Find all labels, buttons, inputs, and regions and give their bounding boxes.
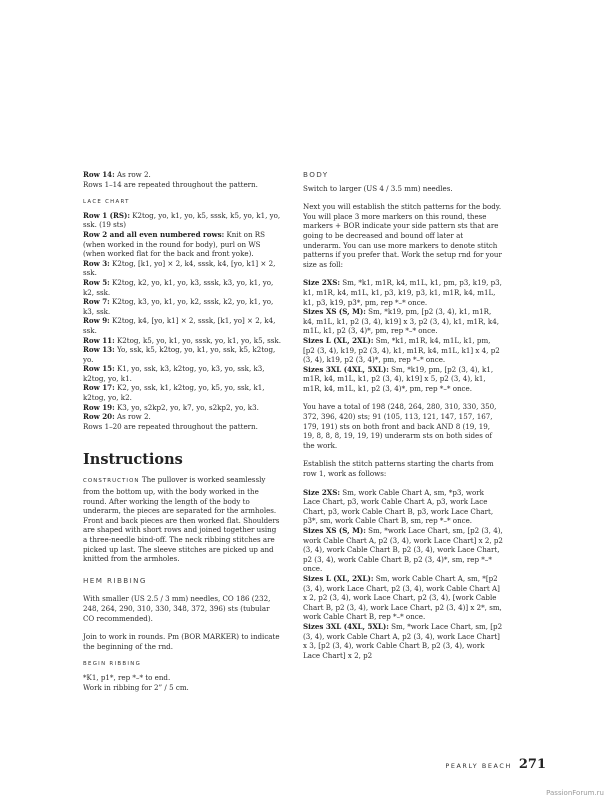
size-label: Size 2XS:	[303, 278, 341, 288]
pattern-row	[83, 345, 281, 364]
size-text: Sm, work Cable Chart A, sm, *[p2 (3, 4), work Lace Chart, p2 (3, 4), work Cable Chart A] x 2, p2 (3, 4), work Lace Chart, p2 (3, 4), [work Cable Chart B, p2 (3, 4), work Lace Chart, p2 (3, 4)] x 2*, sm, work Cable Chart B, rep *–* once.	[303, 573, 502, 622]
size-label: Sizes L (XL, 2XL):	[303, 573, 374, 583]
size-label: Sizes 3XL (4XL, 5XL):	[303, 364, 389, 374]
pattern-row	[83, 383, 281, 402]
pattern-row	[83, 297, 281, 316]
pattern-row	[83, 211, 281, 230]
hem-paragraph: With smaller (US 2.5 / 3 mm) needles, CO 186 (232, 248, 264, 290, 310, 330, 348, 372, 396) sts (tubular CO recommended).	[83, 594, 271, 623]
row-label: Row 1 (RS):	[83, 210, 130, 220]
pattern-row	[83, 336, 281, 346]
pattern-row	[83, 412, 281, 422]
row-label: Row 13:	[83, 345, 115, 355]
row-text: As row 2.	[114, 170, 151, 179]
size-label: Sizes L (XL, 2XL):	[303, 335, 374, 345]
ribbing-line: Work in ribbing for 2” / 5 cm.	[83, 682, 189, 692]
pattern-row	[83, 278, 281, 297]
left-column	[83, 170, 281, 692]
establish-paragraph: Establish the stitch patterns starting the charts from row 1, work as follows:	[303, 459, 494, 479]
page-footer	[445, 757, 546, 772]
size-text: Sm, *work Lace Chart, sm, [p2 (3, 4), work Cable Chart A, p2 (3, 4), work Lace Chart] x 3, [p2 (3, 4), work Cable Chart B, p2 (3, 4), work Lace Chart] x 2, p2	[303, 621, 503, 660]
right-column	[303, 170, 503, 660]
row-text: Rows 1–20 are repeated throughout the pattern.	[83, 421, 258, 431]
pattern-row	[83, 316, 281, 335]
construction-label: CONSTRUCTION	[83, 478, 140, 485]
size-label: Sizes XS (S, M):	[303, 307, 366, 317]
pattern-note	[83, 180, 281, 190]
watermark: PassionForum.ru	[546, 789, 604, 797]
row-text: Knit on RS (when worked in the round for body), purl on WS (when worked flat for the back and front yoke).	[83, 229, 265, 259]
page-number: 271	[518, 757, 546, 772]
row-text: K2, yo, ssk, k1, k2tog, yo, k5, yo, ssk, k1, k2tog, yo, k2.	[83, 383, 265, 403]
size-instruction	[303, 307, 503, 336]
row-label: Row 2 and all even numbered rows:	[83, 229, 225, 239]
lace-chart-heading: LACE CHART	[83, 199, 130, 206]
row-label: Row 11:	[83, 335, 115, 345]
size-text: Sm, *k1, m1R, k4, m1L, k1, pm, p3, k19, p3, k1, m1R, k4, m1L, k1, p3, k19, p3, k1, m1R, k4, m1L, k1, p3, k19, p3*, pm, rep *–* once.	[303, 278, 502, 307]
pattern-row	[83, 170, 281, 180]
row-text: K2tog, k5, yo, k1, yo, sssk, yo, k1, yo, k5, ssk.	[114, 335, 281, 345]
total-paragraph: You have a total of 198 (248, 264, 280, 310, 330, 350, 372, 396, 420) sts; 91 (105, 113, 121, 147, 157, 167, 179, 191) sts on both front and back AND 8 (19, 19, 19, 8, 8, 8, 19, 19, 19) underarm sts on both sides of the work.	[303, 402, 497, 450]
row-text: Yo, ssk, k5, k2tog, yo, k1, yo, ssk, k5, k2tog, yo.	[83, 345, 276, 364]
pattern-row	[83, 403, 281, 413]
row-text: K2tog, yo, k1, yo, k5, sssk, k5, yo, k1, yo, ssk. (19 sts)	[83, 210, 281, 230]
pattern-row	[83, 259, 281, 278]
size-label: Sizes XS (S, M):	[303, 526, 366, 535]
row-text: K2tog, k3, yo, k1, yo, k2, sssk, k2, yo, k1, yo, k3, ssk.	[83, 297, 274, 316]
size-instruction	[303, 336, 503, 365]
body-heading: BODY	[303, 170, 329, 179]
row-label: Row 19:	[83, 402, 115, 412]
join-paragraph: Join to work in rounds. Pm (BOR MARKER) to indicate the beginning of the rnd.	[83, 632, 280, 651]
size-label: Size 2XS:	[303, 487, 341, 497]
hem-ribbing-heading: HEM RIBBING	[83, 575, 147, 585]
size-text: Sm, *work Lace Chart, sm, [p2 (3, 4), work Cable Chart A, p2 (3, 4), work Lace Chart] x 2, p2 (3, 4), work Cable Chart B, p2 (3, 4), work Lace Chart, p2 (3, 4), work Cable Chart B, p2 (3, 4)*, sm, rep *–* once.	[303, 526, 503, 574]
row-label: Row 5:	[83, 277, 110, 287]
ribbing-line: *K1, p1*, rep *–* to end.	[83, 672, 171, 682]
row-label: Row 17:	[83, 383, 115, 393]
pattern-row	[83, 364, 281, 383]
row-text: Rows 1–14 are repeated throughout the pattern.	[83, 179, 258, 189]
body-paragraph: Next you will establish the stitch patterns for the body. You will place 3 more markers on this round, these markers + BOR indicate your side pattern sts that are going to be decreased and bound off later at underarm. You can use more markers to denote stitch patterns if you prefer that. Work the setup rnd for your size as foll:	[303, 202, 502, 269]
pattern-note	[83, 422, 281, 432]
construction-text: The pullover is worked seamlessly from the bottom up, with the body worked in the round. After working the length of the body to underarm, the pieces are separated for the armholes. Front and back pieces are then worked flat. Shoulders are shaped with short rows and joined together using a three-needle bind-off. The neck ribbing stitches are picked up last. The sleeve stitches are picked up and knitted from the armholes.	[83, 475, 280, 564]
size-text: Sm, *k19, pm, [p2 (3, 4), k1, m1R, k4, m1L, k1, p2 (3, 4), k19] x 5, p2 (3, 4), k1, m1R, k4, m1L, k1, p2 (3, 4)*, pm, rep *–* once.	[303, 364, 494, 393]
row-text: As row 2.	[114, 412, 151, 422]
row-label: Row 15:	[83, 364, 115, 374]
row-text: K3, yo, s2kp2, yo, k7, yo, s2kp2, yo, k3.	[114, 402, 259, 412]
row-text: K2tog, k4, [yo, k1] × 2, sssk, [k1, yo] × 2, k4, ssk.	[83, 316, 276, 335]
size-instruction	[303, 526, 503, 574]
row-label: Row 9:	[83, 316, 110, 326]
size-instruction	[303, 365, 503, 394]
body-intro: Switch to larger (US 4 / 3.5 mm) needles.	[303, 183, 453, 193]
book-title: PEARLY BEACH	[445, 762, 512, 770]
size-text: Sm, work Cable Chart A, sm, *p3, work Lace Chart, p3, work Cable Chart A, p3, work Lace Chart, p3, work Cable Chart B, p3, work Lace Chart, p3*, sm, work Cable Chart B, sm, rep *–* once.	[303, 487, 494, 526]
row-label: Row 3:	[83, 258, 110, 268]
size-instruction	[303, 574, 503, 622]
size-instruction	[303, 488, 503, 526]
instructions-heading: Instructions	[83, 451, 183, 469]
row-label: Row 20:	[83, 412, 115, 422]
size-instruction	[303, 278, 503, 307]
size-text: Sm, *k1, m1R, k4, m1L, k1, pm, [p2 (3, 4), k19, p2 (3, 4), k1, m1R, k4, m1L, k1] x 4, p2 (3, 4), k19, p2 (3, 4)*, pm, rep *–* once.	[303, 335, 500, 365]
row-text: K1, yo, ssk, k3, k2tog, yo, k3, yo, ssk, k3, k2tog, yo, k1.	[83, 364, 265, 383]
pattern-row	[83, 230, 281, 259]
row-label: Row 7:	[83, 297, 110, 307]
row-text: K2tog, k2, yo, k1, yo, k3, sssk, k3, yo, k1, yo, k2, ssk.	[83, 277, 274, 297]
row-text: K2tog, [k1, yo] × 2, k4, sssk, k4, [yo, k1] × 2, ssk.	[83, 258, 276, 278]
construction-paragraph	[83, 475, 281, 563]
row-label: Row 14:	[83, 170, 115, 179]
size-instruction	[303, 622, 503, 660]
size-label: Sizes 3XL (4XL, 5XL):	[303, 621, 389, 631]
begin-ribbing-heading: BEGIN RIBBING	[83, 661, 142, 668]
size-text: Sm, *k19, pm, [p2 (3, 4), k1, m1R, k4, m1L, k1, p2 (3, 4), k19] x 3, p2 (3, 4), k1, m1R, k4, m1L, k1, p2 (3, 4)*, pm, rep *–* once.	[303, 307, 499, 336]
